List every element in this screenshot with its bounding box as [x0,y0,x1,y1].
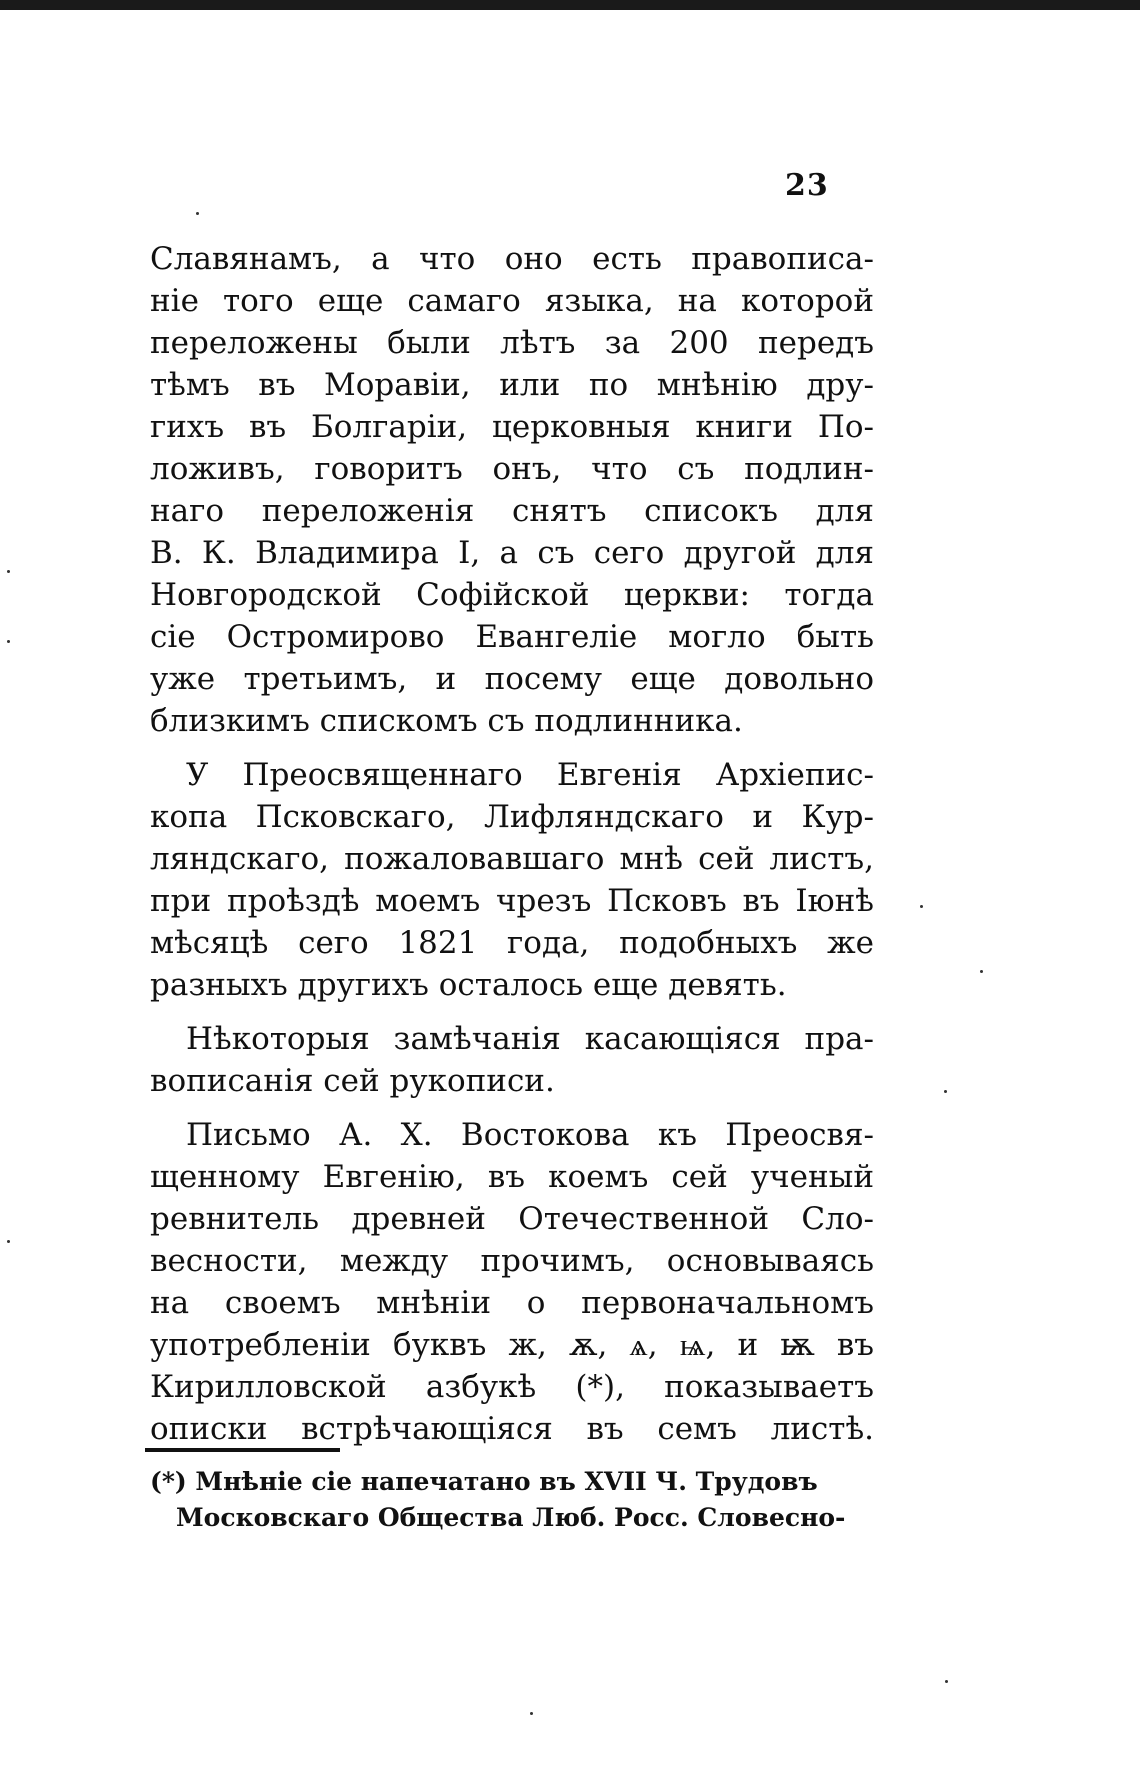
text-line: наго переложенія снятъ списокъ для [150,493,874,529]
text-line: переложены были лѣтъ за 200 передъ [150,325,874,361]
scan-speck [980,970,983,973]
main-text [150,238,874,1450]
footnote [150,1464,874,1536]
scan-speck [944,1090,947,1093]
paragraph-4 [150,1114,874,1450]
text-line: близкимъ спискомъ съ подлинника. [150,703,743,739]
text-line: Кирилловской азбукѣ (*), показываетъ [150,1369,874,1405]
paragraph-3 [150,1018,874,1102]
text-line: на своемъ мнѣніи о первоначальномъ [150,1285,874,1321]
text-line: при проѣздѣ моемъ чрезъ Псковъ въ Іюнѣ [150,883,874,919]
text-line: Письмо А. Х. Востокова къ Преосвя- [186,1117,874,1153]
text-line: весности, между прочимъ, основываясь [150,1243,874,1279]
text-line: разныхъ другихъ осталось еще девять. [150,967,787,1003]
scan-speck [7,640,10,643]
footnote-line: (*) Мнѣніе сіе напечатано въ XVII Ч. Трудовъ [150,1467,818,1496]
text-line: ревнитель древней Отечественной Сло- [150,1201,874,1237]
text-line: ніе того еще самаго языка, на которой [150,283,874,319]
footnote-line: Московскаго Общества Люб. Росс. Словесно- [176,1503,846,1532]
text-line: уже третьимъ, и посему еще довольно [150,661,874,697]
paragraph-1 [150,238,874,742]
text-line: В. К. Владимира І, а съ сего другой для [150,535,874,571]
scan-speck [196,212,199,215]
text-line: тѣмъ въ Моравіи, или по мнѣнію дру- [150,367,874,403]
text-line: У Преосвященнаго Евгенія Архіепис- [186,757,874,793]
scan-speck [530,1712,533,1715]
text-line: вописанія сей рукописи. [150,1063,555,1099]
text-line: мѣсяцѣ сего 1821 года, подобныхъ же [150,925,874,961]
scan-speck [945,1680,948,1683]
scan-speck [920,905,923,908]
scan-speck [7,570,10,573]
text-line: щенному Евгенію, въ коемъ сей ученый [150,1159,874,1195]
text-line: описки встрѣчающіяся въ семъ листѣ. [150,1411,874,1447]
scan-speck [7,1240,10,1243]
text-line: Нѣкоторыя замѣчанія касающіяся пра- [186,1021,874,1057]
page-number: 23 [785,168,829,203]
text-line: ложивъ, говоритъ онъ, что съ подлин- [150,451,874,487]
text-line: Новгородской Софійской церкви: тогда [150,577,874,613]
text-line: гихъ въ Болгаріи, церковныя книги По- [150,409,874,445]
footnote-rule [145,1448,340,1452]
paragraph-2 [150,754,874,1006]
page-top-edge [0,0,1140,10]
text-line: употребленіи буквъ ж, ѫ, ѧ, ѩ, и ѭ въ [150,1327,874,1363]
text-line: Славянамъ, а что оно есть правописа- [150,241,874,277]
text-line: ляндскаго, пожаловавшаго мнѣ сей листъ, [150,841,874,877]
text-line: сіе Остромирово Евангеліе могло быть [150,619,874,655]
text-line: копа Псковскаго, Лифляндскаго и Кур- [150,799,874,835]
